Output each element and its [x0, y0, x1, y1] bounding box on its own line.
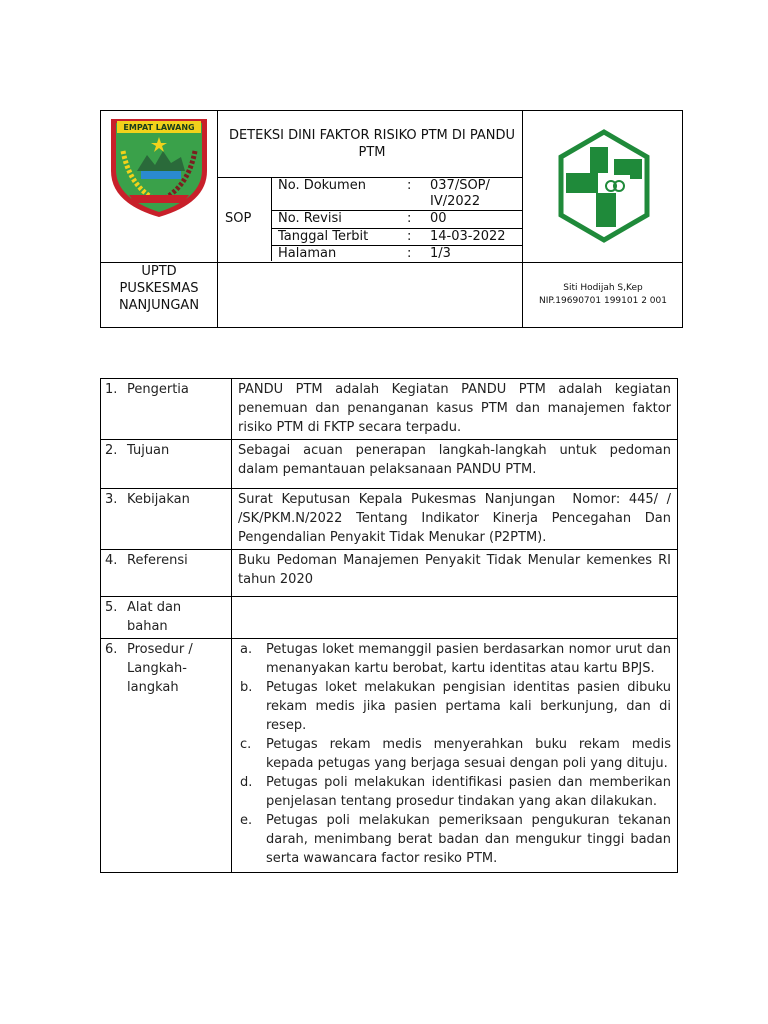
section-number: 1.: [105, 382, 118, 397]
meta-key: No. Revisi: [278, 211, 342, 226]
section-label: Tujuan: [127, 443, 170, 458]
section-number: 3.: [105, 492, 118, 507]
list-item: [238, 773, 671, 811]
step-text: Petugas loket melakukan pengisian identitas pasien dibuku rekam medis jika pasien pertama kali berkunjung, dan di resep.: [266, 680, 671, 733]
section-number: 5.: [105, 600, 118, 615]
signer-nip: NIP.19690701 199101 2 001: [539, 296, 667, 306]
table-row: [101, 440, 678, 489]
table-row: [101, 550, 678, 597]
sop-header-table: [100, 110, 683, 328]
step-text: Petugas poli melakukan pemeriksaan pengukuran tekanan darah, menimbang berat badan dan mengukur tinggi badan serta wawancara factor resiko PTM.: [266, 813, 671, 866]
meta-value: 1/3: [430, 246, 451, 261]
signer-name: Siti Hodijah S,Kep: [563, 283, 643, 293]
step-marker: a.: [240, 642, 253, 657]
table-row: [101, 597, 678, 639]
table-row: [101, 379, 678, 440]
table-row: [101, 489, 678, 550]
step-text: Petugas loket memanggil pasien berdasarkan nomor urut dan menanyakan kartu berobat, kartu identitas atau kartu BPJS.: [266, 642, 671, 676]
section-number: 2.: [105, 443, 118, 458]
meta-row: [273, 246, 522, 262]
meta-sep: :: [407, 211, 412, 226]
meta-sep: :: [407, 178, 412, 193]
section-label: Pengertia: [127, 382, 189, 397]
procedure-steps: [232, 639, 678, 873]
puskesmas-logo-icon: [556, 129, 652, 243]
meta-value: 037/SOP/ IV/2022: [430, 178, 490, 209]
unit-name: UPTD PUSKESMAS NANJUNGAN: [118, 264, 200, 313]
list-item: [238, 640, 671, 678]
sop-label: SOP: [225, 211, 252, 226]
meta-key: Tanggal Terbit: [278, 229, 369, 244]
empat-lawang-logo-icon: [107, 111, 211, 219]
step-marker: c.: [240, 737, 252, 752]
section-text: [232, 597, 678, 639]
step-text: Petugas rekam medis menyerahkan buku rekam medis kepada petugas yang berjaga sesuai dengan poli yang dituju.: [266, 737, 671, 771]
step-marker: e.: [240, 813, 253, 828]
list-item: [238, 678, 671, 735]
step-marker: d.: [240, 775, 253, 790]
meta-sep: :: [407, 229, 412, 244]
section-text: Sebagai acuan penerapan langkah-langkah untuk pedoman dalam pemantauan pelaksanaan PANDU PTM.: [232, 440, 678, 489]
meta-value: 14-03-2022: [430, 229, 506, 244]
meta-row: [273, 211, 522, 227]
list-item: [238, 735, 671, 773]
section-label: Alat dan bahan: [127, 600, 182, 634]
section-number: 4.: [105, 553, 118, 568]
list-item: [238, 811, 671, 868]
signer-block: [523, 282, 683, 308]
section-text: Surat Keputusan Kepala Pukesmas Nanjungan Nomor: 445/ / /SK/PKM.N/2022 Tentang Indikator Kinerja Pencegahan Dan Pengendalian Penyakit Tidak Menukar (P2PTM).: [232, 489, 678, 550]
document-title: DETEKSI DINI FAKTOR RISIKO PTM DI PANDU PTM: [228, 128, 516, 160]
sop-content-table: [100, 378, 696, 873]
table-row: [101, 639, 678, 873]
section-label: Referensi: [127, 553, 188, 568]
step-marker: b.: [240, 680, 253, 695]
meta-row: [273, 229, 522, 245]
section-text: PANDU PTM adalah Kegiatan PANDU PTM adalah kegiatan penemuan dan penanganan kasus PTM dan manajemen faktor risiko PTM di FKTP secara terpadu.: [232, 379, 678, 440]
section-label: Kebijakan: [127, 492, 190, 507]
step-text: Petugas poli melakukan identifikasi pasien dan memberikan penjelasan tentang prosedur tindakan yang akan dilakukan.: [266, 775, 671, 809]
section-text: Buku Pedoman Manajemen Penyakit Tidak Menular kemenkes RI tahun 2020: [232, 550, 678, 597]
meta-value: 00: [430, 211, 447, 226]
meta-key: No. Dokumen: [278, 178, 366, 193]
meta-sep: :: [407, 246, 412, 261]
meta-row: [273, 178, 522, 209]
meta-key: Halaman: [278, 246, 337, 261]
section-number: 6.: [105, 642, 118, 657]
logo-left-text: EMPAT LAWANG: [123, 123, 195, 132]
section-label: Prosedur / Langkah-langkah: [127, 642, 193, 695]
